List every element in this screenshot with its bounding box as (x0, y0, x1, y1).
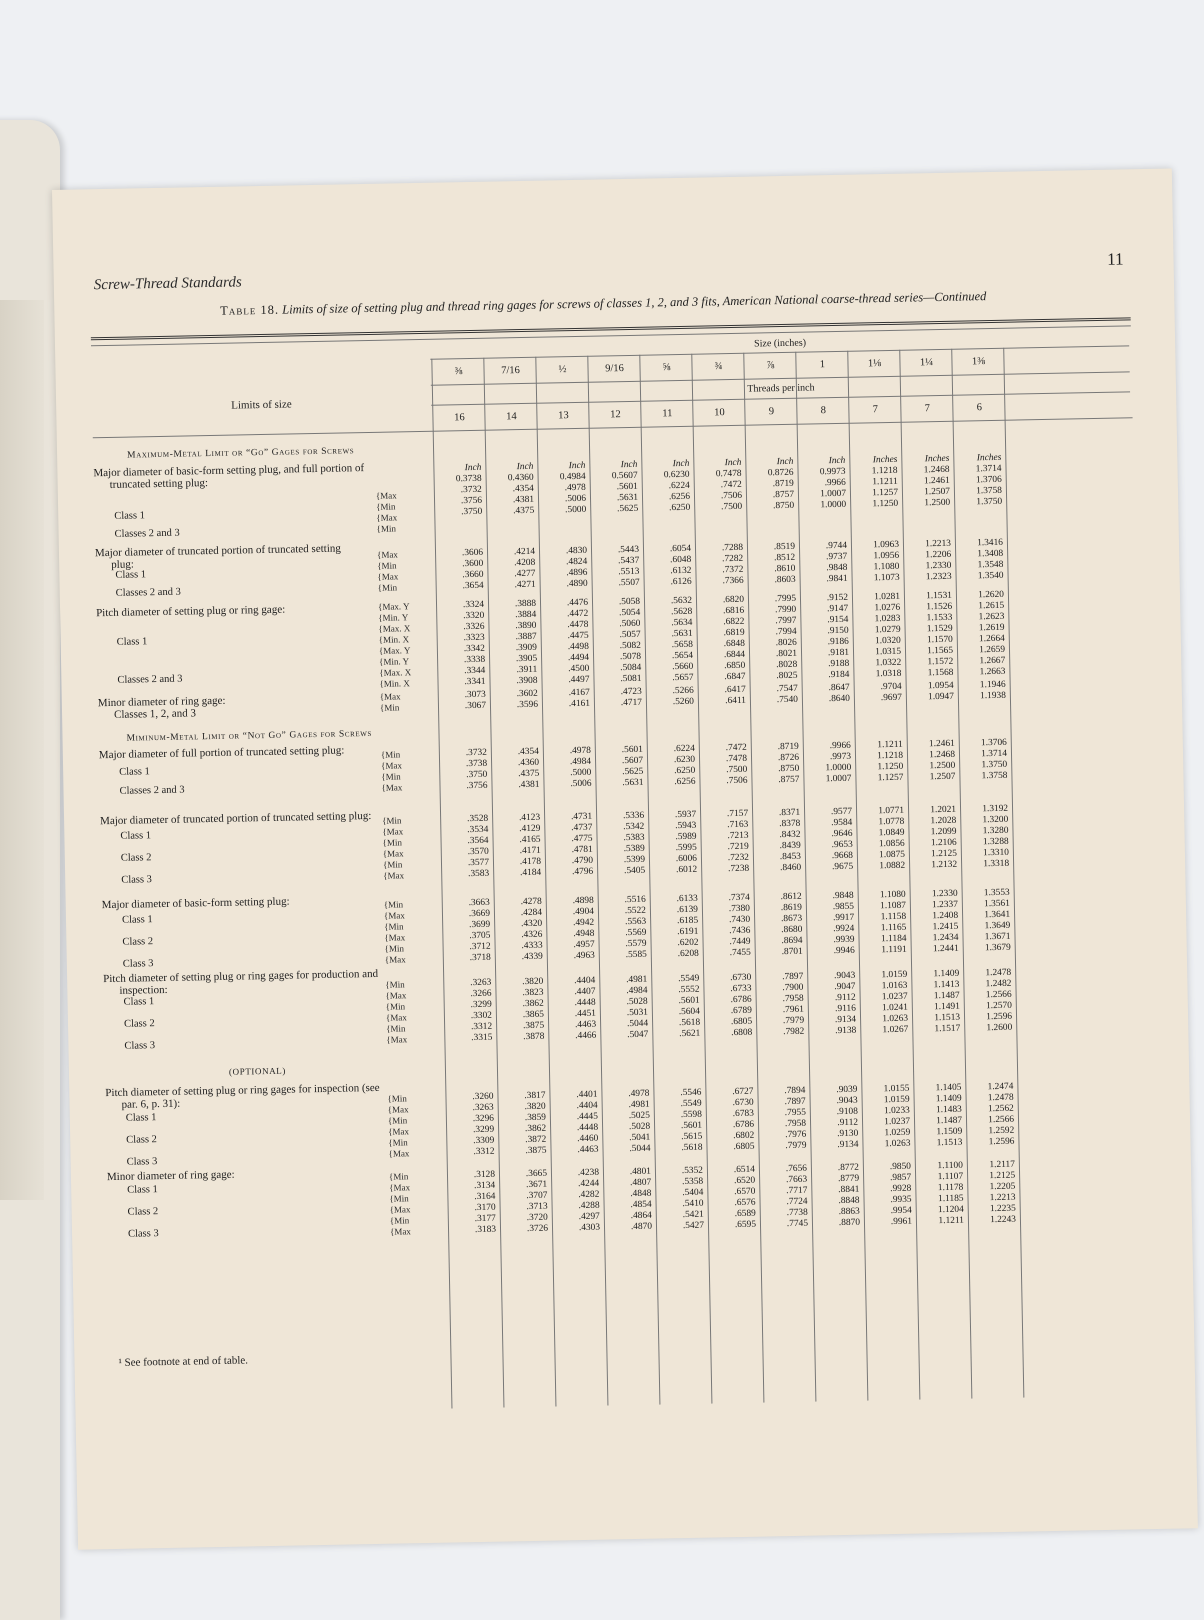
unit-7: Inch (828, 455, 846, 467)
value-r7-col-5: .7374 .7380 .7430 .7436 .7449 .7455 (728, 892, 751, 959)
size-4: ⅝ (662, 362, 671, 374)
row-r2-desc-0: Major diameter of truncated portion of truncated setting (94, 542, 341, 560)
value-r6-col-10: 1.3192 1.3200 1.3280 1.3288 1.3310 1.3318 (982, 803, 1010, 870)
value-r5-col-8: 1.1211 1.1218 1.1250 1.1257 (877, 739, 904, 784)
value-r10-col-5: .6514 .6520 .6570 .6576 .6589 .6595 (733, 1164, 757, 1231)
row-r3-limits: {Max. Y {Min. Y {Max. X {Min. X {Max. Y {Min. Y {Max. X {Min. X (377, 601, 412, 689)
value-r4-col-2: .4167 .4161 (568, 687, 591, 710)
value-r2-col-9: 1.2213 1.2206 1.2330 1.2323 (925, 538, 952, 583)
value-r4-col-10: 1.1946 1.1938 (979, 679, 1006, 702)
value-r3-col-0: .3324 .3320 .3326 .3323 .3342 .3338 .3344 .3341 (462, 599, 486, 688)
value-r2-col-7: .9744 .9737 .9848 .9841 (825, 540, 848, 585)
value-r4-col-3: .4723 .4717 (620, 686, 643, 709)
value-r8-col-1: .3820 .3823 .3862 .3865 .3875 .3878 (522, 976, 545, 1043)
row-r3-desc-0: Pitch diameter of setting plug or ring gage: (96, 603, 286, 620)
previous-page-strip (0, 300, 44, 1200)
value-r9-col-2: .4401 .4404 .4445 .4448 .4460 .4463 (576, 1089, 599, 1156)
row-r2-class-1: Classes 2 and 3 (115, 586, 181, 599)
row-r6-class-0: Class 1 (120, 830, 152, 842)
value-r9-col-3: .4978 .4981 .5025 .5028 .5041 .5044 (628, 1088, 651, 1155)
value-r2-col-0: .3606 .3600 .3660 .3654 (461, 547, 484, 592)
row-r8-limits: {Min {Max {Min {Max {Min {Max (385, 979, 408, 1045)
value-r10-col-10: 1.2117 1.2125 1.2205 1.2213 1.2235 1.2243 (989, 1159, 1017, 1226)
row-r1-limits: {Max {Min {Max {Min (375, 490, 398, 534)
value-r7-col-2: .4898 .4904 .4942 .4948 .4957 .4963 (572, 895, 595, 962)
value-r7-col-7: .9848 .9855 .9917 .9924 .9939 .9946 (832, 890, 855, 957)
value-r8-col-0: .3263 .3266 .3299 .3302 .3312 .3315 (470, 977, 493, 1044)
row-r10-desc-0: Minor diameter of ring gage: (106, 1168, 235, 1184)
value-r2-col-10: 1.3416 1.3408 1.3548 1.3540 (977, 537, 1004, 582)
size-9: 1¼ (919, 357, 934, 369)
row-r10-class-1: Class 2 (127, 1206, 159, 1218)
value-r6-col-7: .9577 .9584 .9646 .9653 .9668 .9675 (830, 806, 854, 873)
unit-8: Inches (872, 454, 898, 466)
value-r7-col-9: 1.2330 1.2337 1.2408 1.2415 1.2434 1.2441 (931, 888, 959, 955)
unit-2: Inch (568, 460, 586, 472)
value-r1-col-0: 0.3738 .3732 .3756 .3750 (455, 473, 483, 518)
threads-2: 13 (558, 410, 569, 422)
unit-9: Inches (924, 453, 950, 465)
value-r4-col-9: 1.0954 1.0947 (927, 680, 954, 703)
value-r3-col-1: .3888 .3884 .3890 .3887 .3909 .3905 .3911 .3908 (514, 598, 538, 687)
value-r1-col-2: 0.4984 .4978 .5006 .5000 (559, 471, 587, 516)
section-optional: (OPTIONAL) (228, 1065, 287, 1077)
value-r10-col-1: .3665 .3671 .3707 .3713 .3720 .3726 (525, 1168, 549, 1235)
size-3: 9/16 (605, 363, 624, 375)
row-r6-class-1: Class 2 (120, 852, 152, 864)
value-r6-col-9: 1.2021 1.2028 1.2099 1.2106 1.2125 1.2132 (930, 804, 958, 871)
value-r10-col-4: .5352 .5358 .5404 .5410 .5421 .5427 (681, 1165, 705, 1232)
threads-1: 14 (506, 411, 517, 423)
row-r9-class-0: Class 1 (125, 1112, 157, 1124)
value-r10-col-7: .8772 .8779 .8841 .8848 .8863 .8870 (837, 1162, 861, 1229)
row-r7-class-1: Class 2 (122, 936, 154, 948)
value-r5-col-4: .6224 .6230 .6250 .6256 (673, 743, 696, 788)
value-r8-col-8: 1.0159 1.0163 1.0237 1.0241 1.0263 1.0267 (881, 969, 909, 1036)
section-not-go: Miminum-Metal Limit or “Not Go” Gages for Screws (126, 728, 373, 744)
value-r9-col-7: .9039 .9043 .9108 .9112 .9130 .9134 (836, 1084, 859, 1151)
size-7: 1 (819, 359, 826, 371)
row-r5-limits: {Min {Max {Min {Max (380, 749, 403, 793)
value-r9-col-8: 1.0155 1.0159 1.0233 1.0237 1.0259 1.0263 (883, 1083, 911, 1150)
value-r8-col-5: .6730 .6733 .6786 .6789 .6805 .6808 (730, 972, 753, 1039)
threads-6: 9 (768, 406, 775, 418)
value-r9-col-6: .7894 .7897 .7955 .7958 .7976 .7979 (784, 1085, 807, 1152)
value-r5-col-2: .4978 .4984 .5000 .5006 (569, 745, 592, 790)
row-r1-desc-1: truncated setting plug: (109, 477, 209, 491)
row-r6-desc-0: Major diameter of truncated portion of truncated setting plug: (100, 809, 372, 828)
value-r7-col-10: 1.3553 1.3561 1.3641 1.3649 1.3671 1.3679 (983, 887, 1011, 954)
unit-3: Inch (620, 459, 638, 471)
value-r7-col-1: .4278 .4284 .4320 .4326 .4333 .4339 (520, 896, 543, 963)
table-caption-text: Limits of size of setting plug and thread ring gages for screws of classes 1, 2, and 3 fits, American National coarse-thread series—Continued (282, 289, 987, 317)
value-r1-col-4: 0.6230 .6224 .6256 .6250 (663, 469, 691, 514)
threads-5: 10 (714, 407, 725, 419)
value-r10-col-9: 1.1100 1.1107 1.1178 1.1185 1.1204 1.1211 (937, 1160, 965, 1227)
value-r5-col-1: .4354 .4360 .4375 .4381 (517, 746, 540, 791)
section-go: Maximum-Metal Limit or “Go” Gages for Screws (127, 446, 355, 461)
limits-of-size-header: Limits of size (231, 398, 292, 412)
value-r4-col-5: .6417 .6411 (724, 684, 747, 707)
value-r3-col-3: .5058 .5054 .5060 .5057 .5082 .5078 .5084 .5081 (618, 596, 642, 685)
row-r1-class-1: Classes 2 and 3 (114, 527, 180, 540)
row-r8-class-1: Class 2 (123, 1018, 155, 1030)
value-r6-col-0: .3528 .3534 .3564 .3570 .3577 .3583 (466, 813, 490, 880)
value-r6-col-1: .4123 .4129 .4165 .4171 .4178 .4184 (518, 812, 542, 879)
value-r9-col-4: .5546 .5549 .5598 .5601 .5615 .5618 (680, 1087, 703, 1154)
document-page (52, 168, 1198, 1549)
value-r7-col-6: .8612 .8619 .8673 .8680 .8694 .8701 (780, 891, 803, 958)
value-r2-col-8: 1.0963 1.0956 1.1080 1.1073 (873, 539, 900, 584)
value-r10-col-8: .9850 .9857 .9928 .9935 .9954 .9961 (889, 1161, 913, 1228)
value-r1-col-6: 0.8726 .8719 .8757 .8750 (767, 467, 795, 512)
value-r4-col-8: .9704 .9697 (880, 681, 903, 704)
value-r2-col-1: .4214 .4208 .4277 .4271 (513, 546, 536, 591)
row-r1-class-0: Class 1 (114, 510, 146, 522)
threads-3: 12 (610, 409, 621, 421)
value-r3-col-9: 1.1531 1.1526 1.1533 1.1529 1.1570 1.1565 1.1572 1.1568 (926, 590, 954, 679)
value-r9-col-5: .6727 .6730 .6783 .6786 .6802 .6805 (732, 1086, 755, 1153)
row-r4-desc-0: Minor diameter of ring gage: (97, 694, 226, 710)
row-r10-limits: {Min {Max {Min {Max {Min {Max (388, 1171, 411, 1237)
value-r6-col-3: .5336 .5342 .5383 .5389 .5399 .5405 (622, 810, 646, 877)
unit-0: Inch (464, 462, 482, 474)
size-10: 1⅜ (971, 356, 986, 368)
row-r7-class-2: Class 3 (122, 958, 154, 970)
row-r9-limits: {Min {Max {Min {Max {Min {Max (387, 1093, 410, 1159)
row-r7-class-0: Class 1 (121, 914, 153, 926)
table-body (52, 168, 1172, 190)
value-r6-col-5: .7157 .7163 .7213 .7219 .7232 .7238 (726, 808, 750, 875)
value-r7-col-8: 1.1080 1.1087 1.1158 1.1165 1.1184 1.1191 (879, 889, 907, 956)
threads-7: 8 (820, 405, 827, 417)
value-r4-col-6: .7547 .7540 (776, 683, 799, 706)
row-r8-class-2: Class 3 (124, 1040, 156, 1052)
unit-5: Inch (724, 457, 742, 469)
value-r3-col-7: .9152 .9147 .9154 .9150 .9186 .9181 .9188 .9184 (826, 592, 850, 681)
value-r10-col-6: .7656 .7663 .7717 .7724 .7738 .7745 (785, 1163, 809, 1230)
running-title: Screw-Thread Standards (93, 274, 242, 294)
row-r4-limits: {Max {Min (379, 691, 401, 713)
value-r9-col-0: .3260 .3263 .3296 .3299 .3309 .3312 (472, 1091, 495, 1158)
value-r5-col-7: .9966 .9973 1.0000 1.0007 (825, 740, 852, 785)
row-r9-desc-0: Pitch diameter of setting plug or ring gages for inspection (see (105, 1081, 380, 1100)
row-r8-desc-1: inspection: (119, 983, 168, 997)
value-r9-col-9: 1.1405 1.1409 1.1483 1.1487 1.1509 1.1513 (935, 1082, 963, 1149)
row-r4-desc-1: Classes 1, 2, and 3 (113, 707, 197, 721)
value-r2-col-4: .6054 .6048 .6132 .6126 (669, 543, 692, 588)
value-r1-col-9: 1.2468 1.2461 1.2507 1.2500 (923, 464, 951, 509)
value-r4-col-0: .3073 .3067 (464, 689, 487, 712)
row-r10-class-2: Class 3 (127, 1228, 159, 1240)
size-1: 7/16 (501, 365, 520, 377)
row-r9-class-1: Class 2 (126, 1134, 157, 1146)
threads-9: 7 (924, 403, 931, 415)
col-divider-11 (1003, 348, 1024, 1398)
value-r1-col-10: 1.3714 1.3706 1.3758 1.3750 (975, 463, 1003, 508)
row-r3-class-1: Classes 2 and 3 (117, 673, 183, 686)
row-r6-class-2: Class 3 (121, 874, 153, 886)
size-0: ⅜ (454, 366, 463, 378)
value-r5-col-6: .8719 .8726 .8750 .8757 (777, 741, 800, 786)
value-r1-col-7: 0.9973 .9966 1.0007 1.0000 (819, 466, 847, 511)
unit-6: Inch (776, 456, 794, 468)
value-r8-col-9: 1.1409 1.1413 1.1487 1.1491 1.1513 1.1517 (933, 968, 961, 1035)
value-r5-col-5: .7472 .7478 .7500 .7506 (725, 742, 748, 787)
value-r1-col-5: 0.7478 .7472 .7506 .7500 (715, 468, 743, 513)
value-r2-col-6: .8519 .8512 .8610 .8603 (773, 541, 796, 586)
value-r4-col-1: .3602 .3596 (516, 688, 539, 711)
value-r8-col-4: .5549 .5552 .5601 .5604 .5618 .5621 (678, 973, 701, 1040)
value-r6-col-6: .8371 .8378 .8432 .8439 .8453 .8460 (778, 807, 802, 874)
size-6: ⅞ (766, 360, 775, 372)
row-r2-limits: {Max {Min {Max {Min (376, 549, 399, 593)
row-r2-class-0: Class 1 (115, 569, 147, 581)
value-r5-col-10: 1.3706 1.3714 1.3750 1.3758 (980, 737, 1008, 782)
value-r3-col-5: .6820 .6816 .6822 .6819 .6848 .6844 .6850 .6847 (722, 594, 746, 683)
value-r1-col-3: 0.5607 .5601 .5631 .5625 (611, 470, 639, 515)
value-r10-col-3: .4801 .4807 .4848 .4854 .4864 .4870 (629, 1166, 653, 1233)
value-r8-col-7: .9043 .9047 .9112 .9116 .9134 .9138 (834, 970, 857, 1037)
value-r10-col-0: .3128 .3134 .3164 .3170 .3177 .3183 (473, 1169, 497, 1236)
column-header-grid (52, 168, 1172, 190)
value-r5-col-3: .5601 .5607 .5625 .5631 (621, 744, 644, 789)
value-r3-col-6: .7995 .7990 .7997 .7994 .8026 .8021 .8028 .8025 (774, 593, 798, 682)
value-r8-col-3: .4981 .4984 .5028 .5031 .5044 .5047 (626, 974, 649, 1041)
threads-header: Threads per inch (747, 382, 815, 395)
row-r3-class-0: Class 1 (116, 636, 148, 648)
size-header: Size (inches) (754, 337, 807, 350)
row-r7-limits: {Min {Max {Min {Max {Min {Max (383, 899, 406, 965)
threads-8: 7 (872, 404, 879, 416)
unit-4: Inch (672, 458, 690, 470)
row-r5-desc-0: Major diameter of full portion of truncated setting plug: (98, 744, 345, 762)
value-r9-col-10: 1.2474 1.2478 1.2562 1.2566 1.2592 1.2596 (987, 1081, 1015, 1148)
value-r10-col-2: .4238 .4244 .4282 .4288 .4297 .4303 (577, 1167, 601, 1234)
value-r2-col-5: .7288 .7282 .7372 .7366 (721, 542, 744, 587)
value-r7-col-3: .5516 .5522 .5563 .5569 .5579 .5585 (624, 894, 647, 961)
value-r1-col-1: 0.4360 .4354 .4381 .4375 (507, 472, 535, 517)
table-label: Table 18. (220, 302, 280, 318)
threads-10: 6 (976, 402, 983, 414)
value-r8-col-10: 1.2478 1.2482 1.2566 1.2570 1.2596 1.2600 (985, 967, 1013, 1034)
value-r4-col-4: .5266 .5260 (672, 685, 695, 708)
row-r5-class-1: Classes 2 and 3 (119, 784, 185, 797)
value-r2-col-2: .4830 .4824 .4896 .4890 (565, 545, 588, 590)
size-8: 1⅛ (867, 358, 882, 370)
footnote: ¹ See footnote at end of table. (118, 1354, 249, 1369)
row-r9-desc-1: par. 6, p. 31): (121, 1097, 181, 1111)
value-r3-col-2: .4476 .4472 .4478 .4475 .4498 .4494 .4500 .4497 (566, 597, 590, 686)
size-5: ¾ (714, 361, 723, 373)
row-r9-class-2: Class 3 (126, 1156, 158, 1168)
value-r2-col-3: .5443 .5437 .5513 .5507 (617, 544, 640, 589)
row-r8-class-0: Class 1 (123, 996, 155, 1008)
header-rule-bottom (93, 417, 1133, 438)
row-r7-desc-0: Major diameter of basic-form setting plug: (101, 895, 290, 912)
value-r7-col-0: .3663 .3669 .3699 .3705 .3712 .3718 (468, 897, 491, 964)
value-r3-col-10: 1.2620 1.2615 1.2623 1.2619 1.2664 1.2659 1.2667 1.2663 (978, 589, 1006, 678)
row-r10-class-0: Class 1 (127, 1184, 158, 1196)
value-r4-col-7: .8647 .8640 (828, 682, 851, 705)
value-r6-col-2: .4731 .4737 .4775 .4781 .4790 .4796 (570, 811, 594, 878)
value-r3-col-8: 1.0281 1.0276 1.0283 1.0279 1.0320 1.0315 1.0322 1.0318 (874, 591, 902, 680)
row-r5-class-0: Class 1 (119, 766, 150, 778)
row-r1-desc-0: Major diameter of basic-form setting plug, and full portion of (93, 462, 365, 480)
value-r9-col-1: .3817 .3820 .3859 .3862 .3872 .3875 (524, 1090, 547, 1157)
value-r6-col-4: .5937 .5943 .5989 .5995 .6006 .6012 (674, 809, 698, 876)
row-r6-limits: {Min {Max {Min {Max {Min {Max (382, 815, 405, 881)
value-r6-col-8: 1.0771 1.0778 1.0849 1.0856 1.0875 1.0882 (878, 805, 906, 872)
threads-4: 11 (662, 408, 673, 420)
unit-10: Inches (976, 452, 1002, 464)
row-r2-desc-1: plug: (111, 558, 134, 571)
value-r8-col-6: .7897 .7900 .7958 .7961 .7979 .7982 (782, 971, 805, 1038)
page-number: 11 (1106, 249, 1124, 269)
value-r5-col-9: 1.2461 1.2468 1.2500 1.2507 (928, 738, 956, 783)
threads-0: 16 (454, 412, 465, 424)
value-r5-col-0: .3732 .3738 .3750 .3756 (465, 747, 488, 792)
value-r3-col-4: .5632 .5628 .5634 .5631 .5658 .5654 .5660 .5657 (670, 595, 694, 684)
unit-1: Inch (516, 461, 534, 473)
row-r8-desc-0: Pitch diameter of setting plug or ring gages for production and (103, 967, 379, 986)
value-r8-col-2: .4404 .4407 .4448 .4451 .4463 .4466 (574, 975, 597, 1042)
value-r7-col-4: .6133 .6139 .6185 .6191 .6202 .6208 (676, 893, 699, 960)
value-r1-col-8: 1.1218 1.1211 1.1257 1.1250 (871, 465, 899, 510)
size-2: ½ (558, 364, 567, 376)
